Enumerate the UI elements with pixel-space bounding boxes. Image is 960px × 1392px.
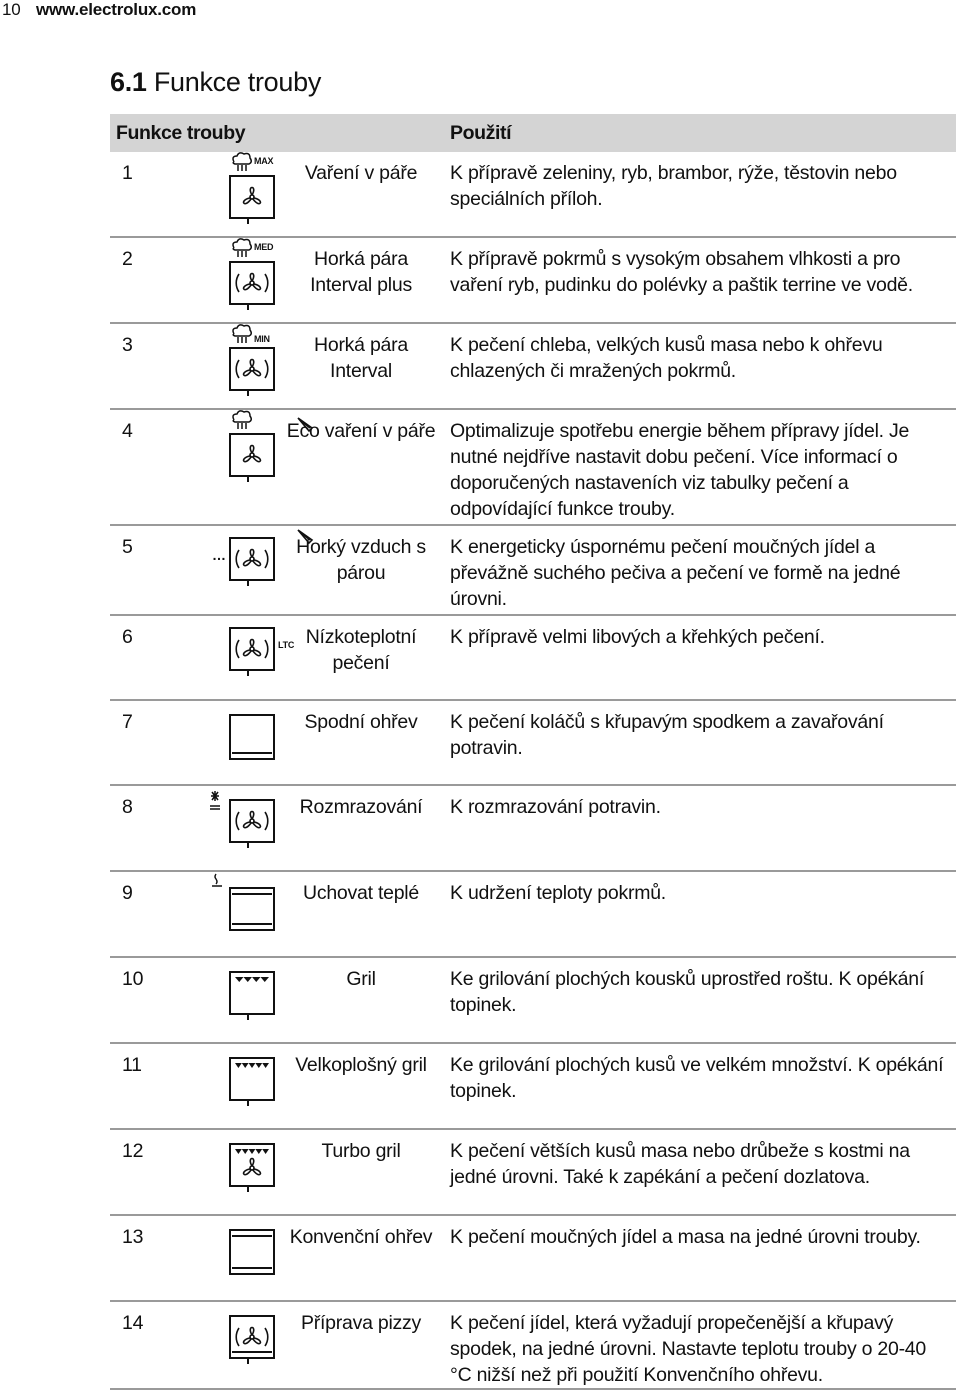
function-name: Horká pára Interval bbox=[282, 323, 444, 409]
function-usage: K přípravě zeleniny, ryb, brambor, rýže, těstovin nebo speciálních příloh. bbox=[444, 152, 956, 237]
keep-warm-icon bbox=[156, 872, 282, 950]
function-name: Rozmrazování bbox=[282, 785, 444, 871]
function-name: Příprava pizzy bbox=[282, 1301, 444, 1389]
column-header-usage: Použití bbox=[444, 114, 956, 152]
page-number: 10 bbox=[2, 0, 21, 19]
pizza-fan-icon bbox=[156, 1302, 282, 1380]
row-number: 4 bbox=[110, 409, 156, 525]
table-row bbox=[110, 615, 956, 700]
svg-text:MIN: MIN bbox=[254, 334, 270, 344]
row-number: 12 bbox=[110, 1129, 156, 1215]
function-icon-cell bbox=[156, 957, 282, 1043]
conventional-heat-icon bbox=[156, 1216, 282, 1294]
function-icon-cell bbox=[156, 1043, 282, 1129]
function-icon-cell bbox=[156, 152, 282, 237]
steam-max-fan-icon bbox=[156, 152, 282, 230]
function-name: Velkoplošný gril bbox=[282, 1043, 444, 1129]
function-usage: K pečení větších kusů masa nebo drůbeže s kostmi na jedné úrovni. Také k zapékání a pečení dozlatova. bbox=[444, 1129, 956, 1215]
svg-text:…: … bbox=[212, 547, 226, 563]
function-usage: K přípravě velmi libových a křehkých pečení. bbox=[444, 615, 956, 700]
table-row bbox=[110, 700, 956, 785]
function-icon-cell bbox=[156, 785, 282, 871]
eco-steam-fan-icon bbox=[156, 410, 282, 488]
row-number: 13 bbox=[110, 1215, 156, 1301]
table-row bbox=[110, 237, 956, 323]
function-icon-cell bbox=[156, 1129, 282, 1215]
row-number: 10 bbox=[110, 957, 156, 1043]
function-usage: K pečení koláčů s křupavým spodkem a zavařování potravin. bbox=[444, 700, 956, 785]
svg-text:MAX: MAX bbox=[254, 156, 274, 166]
function-icon-cell bbox=[156, 237, 282, 323]
table-row bbox=[110, 409, 956, 525]
bottom-heat-icon bbox=[156, 701, 282, 779]
function-name: Horká pára Interval plus bbox=[282, 237, 444, 323]
function-usage: K udržení teploty pokrmů. bbox=[444, 871, 956, 957]
svg-text:MED: MED bbox=[254, 242, 274, 252]
defrost-fan-icon bbox=[156, 786, 282, 864]
large-grill-icon bbox=[156, 1044, 282, 1122]
steam-med-fan-ring-icon bbox=[156, 238, 282, 316]
function-icon-cell bbox=[156, 615, 295, 700]
function-name: Spodní ohřev bbox=[282, 700, 444, 785]
eco-hot-air-steam-icon bbox=[156, 526, 282, 604]
function-usage: K pečení chleba, velkých kusů masa nebo k ohřevu chlazených či mražených pokrmů. bbox=[444, 323, 956, 409]
function-usage: K přípravě pokrmů s vysokým obsahem vlhkosti a pro vaření ryb, pudinku do polévky a paštik terrine ve vodě. bbox=[444, 237, 956, 323]
steam-min-fan-ring-icon bbox=[156, 324, 282, 402]
function-usage: K pečení jídel, která vyžadují propečenější a křupavý spodek, na jedné úrovni. Nastavte teplotu trouby o 20-40 °C nižší než při použití Konvenčního ohřevu. bbox=[444, 1301, 956, 1389]
table-row bbox=[110, 525, 956, 615]
function-icon-cell bbox=[156, 1301, 282, 1389]
row-number: 8 bbox=[110, 785, 156, 871]
table-header-row bbox=[110, 114, 956, 152]
function-name: Nízkoteplotní pečení bbox=[282, 615, 444, 700]
row-number: 14 bbox=[110, 1301, 156, 1389]
function-icon-cell bbox=[156, 700, 282, 785]
table-row bbox=[110, 1301, 956, 1389]
function-usage: Ke grilování plochých kusů ve velkém množství. K opékání topinek. bbox=[444, 1043, 956, 1129]
section-title-text: Funkce trouby bbox=[153, 67, 322, 97]
section-title bbox=[110, 66, 321, 98]
function-name: Eco vaření v páře bbox=[282, 409, 444, 525]
table-row bbox=[110, 785, 956, 871]
table-row bbox=[110, 1129, 956, 1215]
function-icon-cell bbox=[156, 871, 282, 957]
function-icon-cell bbox=[156, 323, 282, 409]
function-usage: Optimalizuje spotřebu energie během přípravy jídel. Je nutné nejdříve nastavit dobu pečení. Více informací o doporučených nastaveních viz tabulky pečení a odpovídající funkce trouby. bbox=[444, 409, 956, 525]
function-name: Uchovat teplé bbox=[282, 871, 444, 957]
section-number: 6.1 bbox=[110, 67, 147, 97]
row-number: 6 bbox=[110, 615, 156, 700]
function-usage: K rozmrazování potravin. bbox=[444, 785, 956, 871]
grill-icon bbox=[156, 958, 282, 1036]
row-number: 9 bbox=[110, 871, 156, 957]
table-row bbox=[110, 152, 956, 237]
function-icon-cell bbox=[156, 525, 282, 615]
table-row bbox=[110, 323, 956, 409]
row-number: 2 bbox=[110, 237, 156, 323]
svg-text:LTC: LTC bbox=[278, 640, 295, 650]
row-number: 3 bbox=[110, 323, 156, 409]
table-row bbox=[110, 871, 956, 957]
site-url[interactable]: www.electrolux.com bbox=[36, 0, 197, 19]
row-number: 5 bbox=[110, 525, 156, 615]
function-name: Vaření v páře bbox=[282, 152, 444, 237]
function-name: Konvenční ohřev bbox=[282, 1215, 444, 1301]
row-number: 11 bbox=[110, 1043, 156, 1129]
table-row bbox=[110, 1043, 956, 1129]
function-usage: K pečení moučných jídel a masa na jedné úrovni trouby. bbox=[444, 1215, 956, 1301]
function-name: Gril bbox=[282, 957, 444, 1043]
column-header-function: Funkce trouby bbox=[110, 114, 444, 152]
low-temperature-fan-icon bbox=[156, 616, 295, 694]
function-usage: K energeticky úspornému pečení moučných jídel a převážně suchého pečiva a pečení ve formě na jedné úrovni. bbox=[444, 525, 956, 615]
function-usage: Ke grilování plochých kousků uprostřed roštu. K opékání topinek. bbox=[444, 957, 956, 1043]
table-row bbox=[110, 1215, 956, 1301]
row-number: 1 bbox=[110, 152, 156, 237]
oven-functions-table bbox=[110, 114, 956, 1390]
turbo-grill-icon bbox=[156, 1130, 282, 1208]
function-name: Turbo gril bbox=[282, 1129, 444, 1215]
function-name: Horký vzduch s párou bbox=[282, 525, 444, 615]
table-row bbox=[110, 957, 956, 1043]
function-icon-cell bbox=[156, 1215, 282, 1301]
function-icon-cell bbox=[156, 409, 282, 525]
row-number: 7 bbox=[110, 700, 156, 785]
